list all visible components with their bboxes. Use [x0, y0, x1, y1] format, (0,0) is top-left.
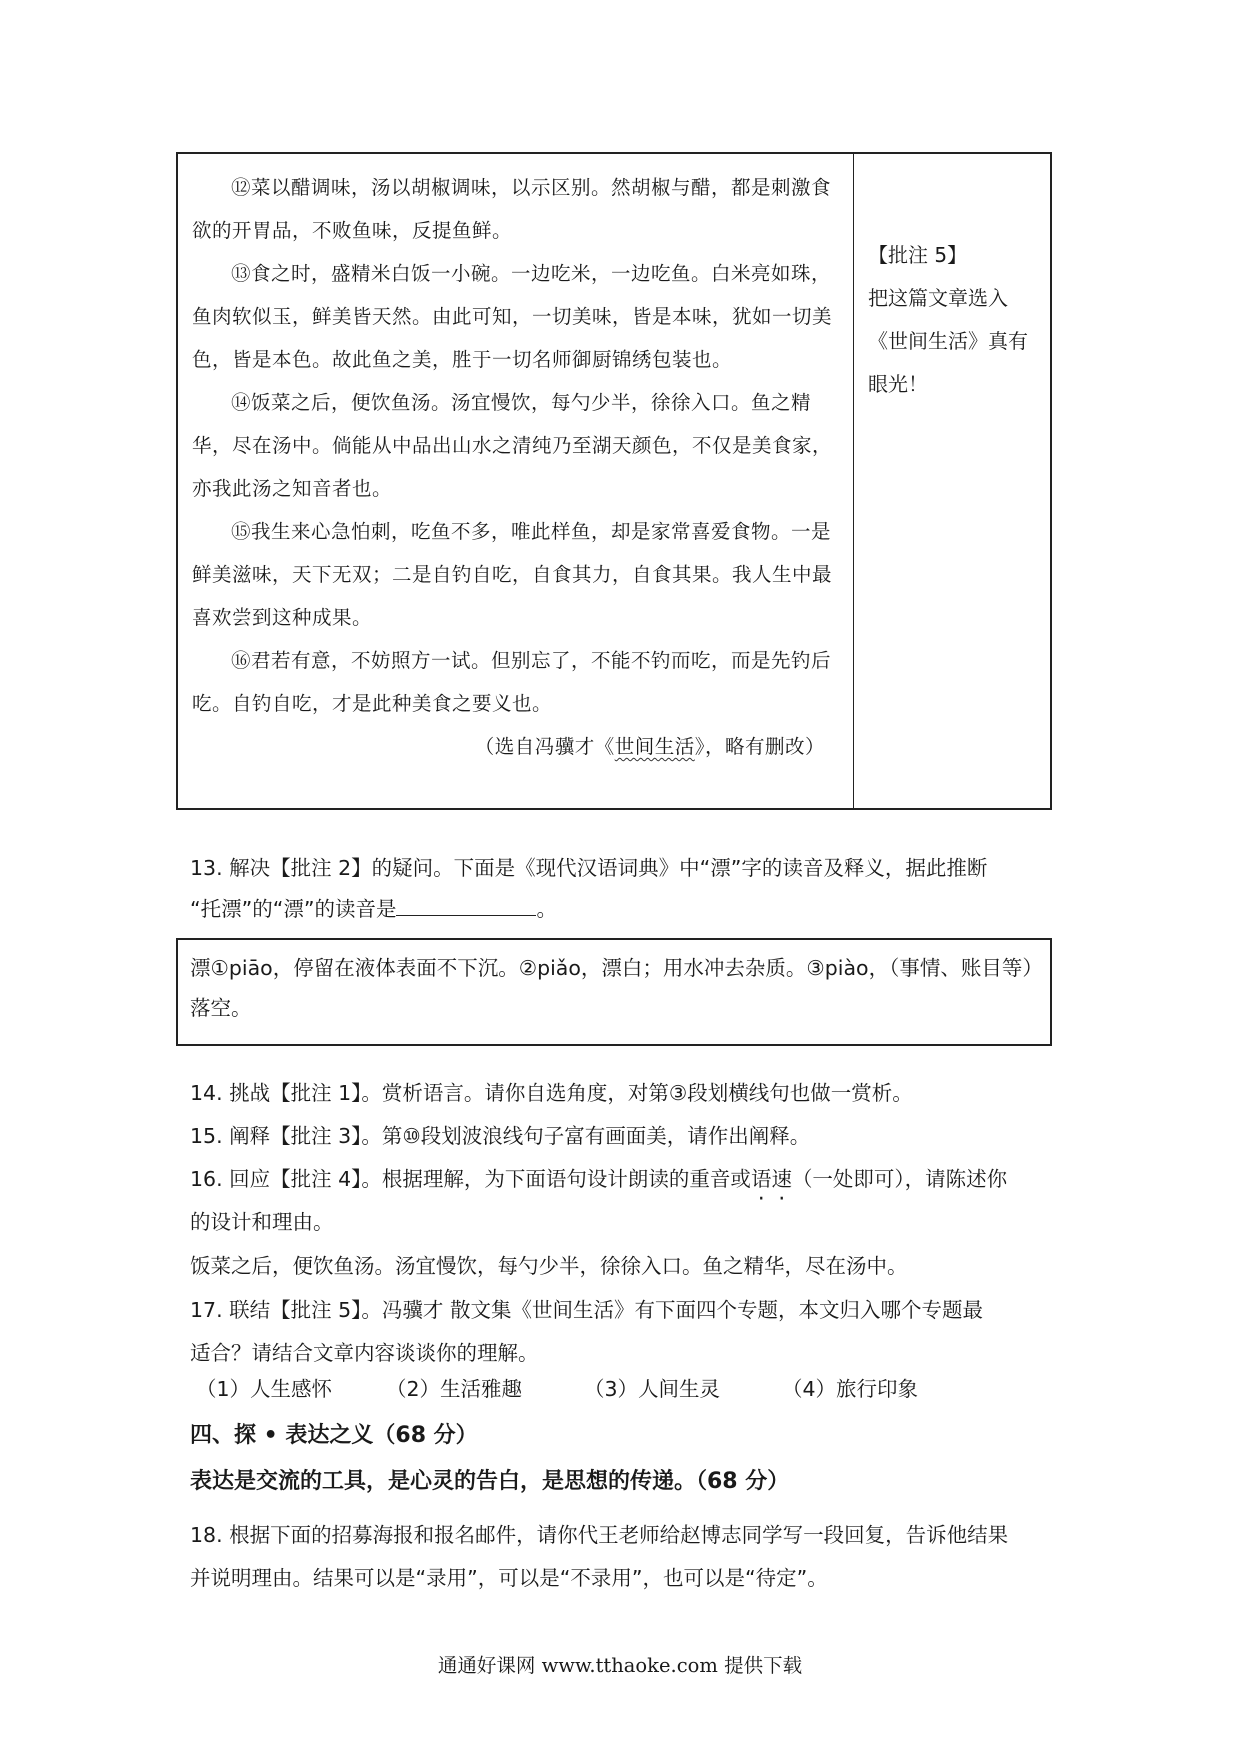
question-17-options — [196, 1372, 918, 1402]
option-4: （4）旅行印象 — [782, 1377, 919, 1401]
note5-title: 【批注 5】 — [868, 243, 968, 267]
emphasis-char: 语 — [750, 1167, 772, 1191]
emphasis-dotted — [751, 1167, 792, 1191]
article-paragraph-14: ⑭饭菜之后，便饮鱼汤。汤宜慢饮，每勺少半，徐徐入口。鱼之精华，尽在汤中。倘能从中品出山水之清纯乃至湖天颜色，不仅是美食家，亦我此汤之知音者也。 — [192, 391, 833, 500]
article-paragraph-12: ⑫菜以醋调味，汤以胡椒调味，以示区别。然胡椒与醋，都是刺激食欲的开胃品，不败鱼味，反提鱼鲜。 — [192, 176, 832, 242]
question-17-line1: 17. 联结【批注 5】。冯骥才 散文集《世间生活》有下面四个专题，本文归入哪个专题最 — [190, 1298, 983, 1322]
source-book-title: 世间生活 — [614, 735, 695, 758]
article-paragraph-15: ⑮我生来心急怕刺，吃鱼不多，唯此样鱼，却是家常喜爱食物。一是鲜美滋味，天下无双；二是自钓自吃，自食其力，自食其果。我人生中最喜欢尝到这种成果。 — [192, 520, 833, 629]
answer-blank[interactable] — [396, 895, 536, 916]
dictionary-entry: 漂①piāo，停留在液体表面不下沉。②piǎo，漂白；用水冲去杂质。③piào，（事情、账目等）落空。 — [190, 956, 1033, 1020]
annotation-column — [854, 154, 1050, 808]
option-2: （2）生活雅趣 — [386, 1377, 523, 1401]
article-text-column — [178, 154, 854, 808]
article-paragraph-13: ⑬食之时，盛精米白饭一小碗。一边吃米，一边吃鱼。白米亮如珠，鱼肉软似玉，鲜美皆天然。由此可知，一切美味，皆是本味，犹如一切美色，皆是本色。故此鱼之美，胜于一切名师御厨锦绣包装也。 — [192, 262, 833, 371]
option-3: （3）人间生灵 — [584, 1377, 721, 1401]
page-footer: 通通好课网 www.tthaoke.com 提供下载 — [437, 1654, 803, 1677]
question-17-line2: 适合？请结合文章内容谈谈你的理解。 — [190, 1341, 539, 1365]
dictionary-entry-box — [176, 938, 1052, 1046]
section-4-subtitle: 表达是交流的工具，是心灵的告白，是思想的传递。（68 分） — [190, 1469, 790, 1494]
question-16-line1: 16. 回应【批注 4】。根据理解，为下面语句设计朗读的重音或语速（一处即可），请陈述你 — [190, 1167, 1008, 1191]
question-13-line1: 13. 解决【批注 2】的疑问。下面是《现代汉语词典》中“漂”字的读音及释义，据此推断 — [190, 856, 988, 880]
question-16-line2: 的设计和理由。 — [190, 1210, 334, 1234]
article-paragraph-16: ⑯君若有意，不妨照方一试。但别忘了，不能不钓而吃，而是先钓后吃。自钓自吃，才是此种美食之要义也。 — [192, 649, 832, 715]
question-18-line2: 并说明理由。结果可以是“录用”，可以是“不录用”，也可以是“待定”。 — [190, 1566, 828, 1590]
note5-text: 把这篇文章选入《世间生活》真有眼光！ — [868, 286, 1028, 396]
question-13-line2: “托漂”的“漂”的读音是 。 — [190, 897, 557, 921]
question-18-line1: 18. 根据下面的招募海报和报名邮件，请你代王老师给赵博志同学写一段回复，告诉他结果 — [190, 1523, 1009, 1547]
article-source: （选自冯骥才《世间生活》，略有删改） — [474, 735, 825, 758]
emphasis-char: 速 — [771, 1167, 792, 1191]
question-16-quote: 饭菜之后，便饮鱼汤。汤宜慢饮，每勺少半，徐徐入口。鱼之精华，尽在汤中。 — [190, 1254, 908, 1278]
section-4-title: 四、探 • 表达之义（68 分） — [190, 1423, 478, 1448]
article-annotation-table — [176, 152, 1052, 810]
option-1: （1）人生感怀 — [196, 1377, 333, 1401]
question-15: 15. 阐释【批注 3】。第⑩段划波浪线句子富有画面美，请作出阐释。 — [190, 1124, 811, 1148]
question-14: 14. 挑战【批注 1】。赏析语言。请你自选角度，对第③段划横线句也做一赏析。 — [190, 1081, 913, 1105]
